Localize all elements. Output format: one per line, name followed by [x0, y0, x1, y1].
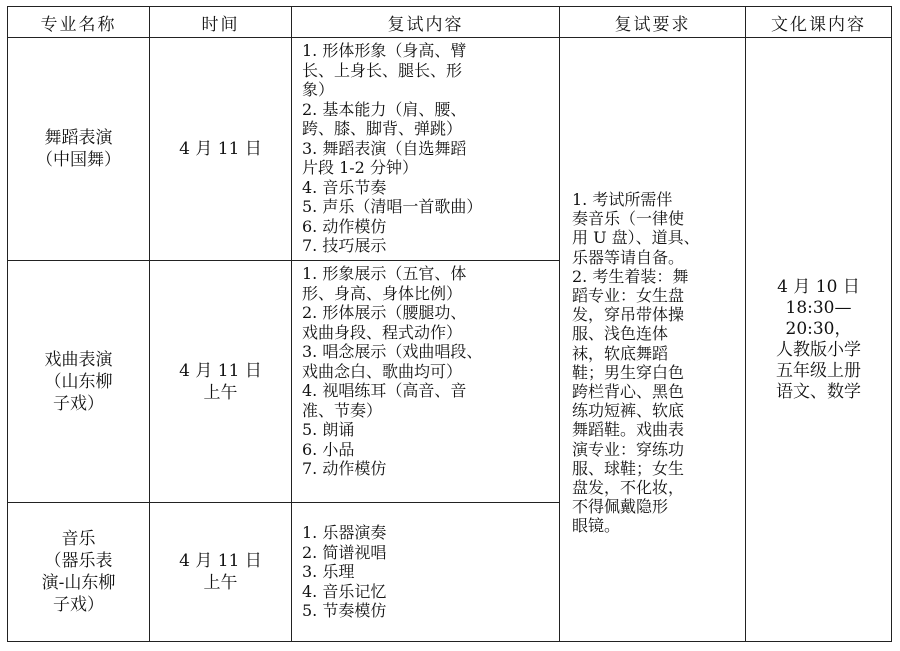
major-line: 子戏）	[53, 595, 104, 615]
content-line: 跨、膝、脚背、弹跳）	[302, 119, 463, 138]
time-cell	[150, 38, 292, 261]
culture-line: 语文、数学	[776, 381, 861, 402]
content-line: 5. 节奏模仿	[302, 601, 387, 621]
culture-line: 人教版小学	[776, 339, 861, 360]
major-line: 子戏）	[53, 393, 104, 414]
time-cell	[150, 503, 292, 642]
content-line: 1. 形象展示（五官、体	[302, 264, 467, 283]
content-line: 6. 小品	[302, 439, 355, 459]
requirement-line: 舞蹈鞋。戏曲表	[572, 420, 685, 440]
content-line: 3. 乐理	[302, 562, 355, 582]
time-line: 上午	[203, 382, 238, 403]
requirement-line: 眼镜。	[572, 516, 621, 536]
content-line: 戏曲念白、歌曲均可）	[302, 361, 463, 381]
header-culture: 文化课内容	[746, 7, 892, 38]
content-line: 准、节奏）	[302, 400, 383, 420]
content-line: 象）	[302, 80, 335, 99]
table-row-dance	[8, 38, 892, 261]
major-line: 戏曲表演	[44, 349, 113, 370]
culture-line: 20:30，	[785, 318, 852, 339]
content-line: 3. 舞蹈表演（自选舞蹈	[302, 138, 467, 158]
culture-cell	[746, 38, 892, 642]
content-line: 长、上身长、腿长、形	[302, 60, 463, 80]
major-line: 演-山东柳	[41, 573, 116, 593]
content-line: 2. 简谱视唱	[302, 542, 387, 562]
major-line: （器乐表	[44, 551, 113, 571]
content-line: 7. 技巧展示	[302, 236, 387, 255]
content-line: 4. 音乐节奏	[302, 177, 387, 197]
requirement-line: 鞋；男生穿白色	[572, 362, 685, 382]
requirement-line: 用 U 盘）、道具、	[572, 228, 700, 248]
header-content: 复试内容	[292, 7, 560, 38]
content-line: 2. 形体展示（腰腿功、	[302, 303, 467, 322]
requirement-line: 跨栏背心、黑色	[572, 382, 685, 402]
content-cell	[292, 261, 560, 503]
content-line: 1. 乐器演奏	[302, 523, 387, 543]
requirement-line: 发，穿吊带体操	[572, 305, 685, 325]
requirement-line: 服、球鞋；女生	[572, 458, 685, 478]
requirement-line: 蹈专业：女生盘	[572, 286, 685, 306]
header-row	[8, 7, 892, 38]
culture-line: 五年级上册	[776, 360, 861, 381]
content-line: 4. 音乐记忆	[302, 581, 387, 601]
requirement-line: 乐器等请自备。	[572, 247, 685, 267]
requirement-line: 不得佩戴隐形	[572, 497, 669, 517]
content-line: 4. 视唱练耳（高音、音	[302, 381, 467, 400]
requirement-line: 盘发，不化妆，	[572, 478, 685, 498]
content-line: 片段 1-2 分钟）	[302, 158, 418, 177]
header-requirements: 复试要求	[560, 7, 746, 38]
header-time: 时间	[150, 7, 292, 38]
major-line: 舞蹈表演	[44, 128, 113, 148]
header-major: 专业名称	[8, 7, 150, 38]
content-line: 5. 声乐（清唱一首歌曲）	[302, 197, 483, 216]
requirement-line: 演专业：穿练功	[572, 439, 685, 459]
requirement-line: 练功短裤、软底	[572, 401, 685, 421]
content-cell	[292, 38, 560, 261]
major-cell	[8, 503, 150, 642]
content-line: 戏曲身段、程式动作）	[302, 322, 463, 342]
requirements-cell	[560, 38, 746, 642]
requirement-line: 2. 考生着装：舞	[572, 266, 689, 286]
content-line: 3. 唱念展示（戏曲唱段、	[302, 342, 483, 361]
time-line: 4 月 11 日	[179, 360, 262, 381]
culture-line: 18:30—	[785, 297, 852, 318]
content-line: 6. 动作模仿	[302, 216, 387, 236]
major-line: 音乐	[61, 529, 96, 549]
content-line: 7. 动作模仿	[302, 459, 387, 478]
content-line: 形、身高、身体比例）	[302, 283, 463, 303]
major-line: （中国舞）	[36, 150, 121, 170]
requirement-line: 奏音乐（一律使	[572, 209, 685, 229]
requirement-line: 服、浅色连体	[572, 324, 669, 344]
major-cell	[8, 261, 150, 503]
requirement-line: 1. 考试所需伴	[572, 190, 673, 209]
major-line: （山东柳	[44, 371, 113, 392]
exam-schedule-table	[7, 6, 892, 642]
time-line: 4 月 11 日	[179, 139, 262, 159]
content-cell	[292, 503, 560, 642]
content-line: 2. 基本能力（肩、腰、	[302, 99, 467, 119]
requirement-line: 袜，软底舞蹈	[572, 343, 669, 363]
time-cell	[150, 261, 292, 503]
major-cell	[8, 38, 150, 261]
time-line: 上午	[203, 573, 238, 593]
culture-line: 4 月 10 日	[777, 276, 860, 297]
content-line: 5. 朗诵	[302, 420, 355, 439]
content-line: 1. 形体形象（身高、臂	[302, 41, 467, 60]
time-line: 4 月 11 日	[179, 551, 262, 571]
